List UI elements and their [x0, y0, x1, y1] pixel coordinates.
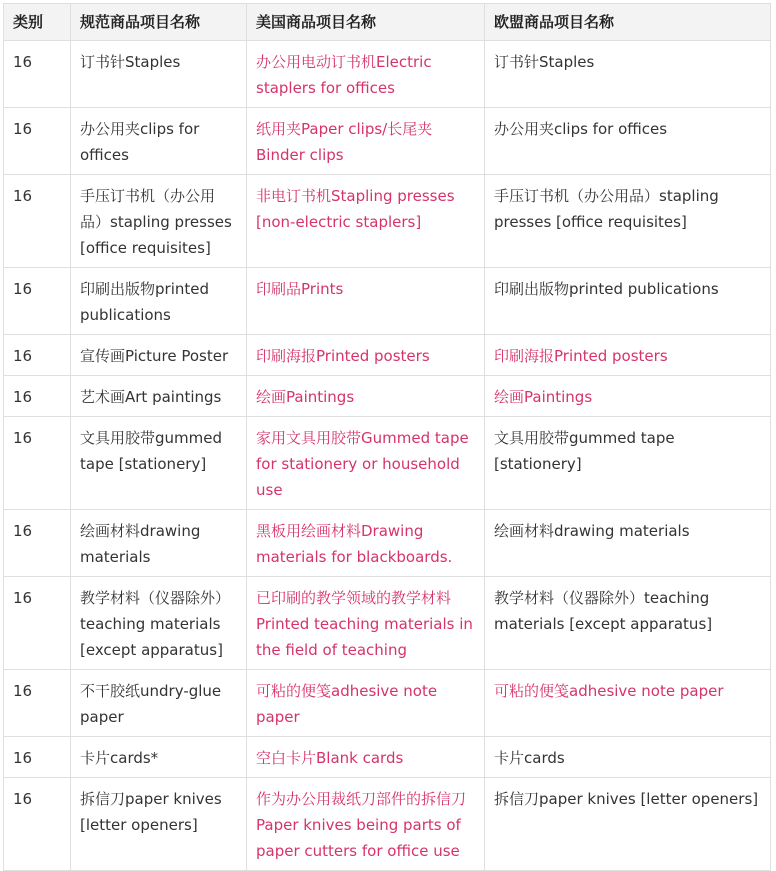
cell-us-name: 印刷品Prints	[247, 268, 485, 335]
cell-us-name: 空白卡片Blank cards	[247, 737, 485, 778]
table-row	[4, 417, 771, 510]
cell-class: 16	[4, 577, 71, 670]
cell-eu-name: 绘画Paintings	[485, 376, 771, 417]
cell-class: 16	[4, 175, 71, 268]
cell-standard-name: 绘画材料drawing materials	[71, 510, 247, 577]
cell-standard-name: 拆信刀paper knives [letter openers]	[71, 778, 247, 871]
goods-comparison-table	[3, 3, 771, 871]
table-header-row	[4, 4, 771, 41]
cell-us-name: 家用文具用胶带Gummed tape for stationery or household use	[247, 417, 485, 510]
cell-class: 16	[4, 268, 71, 335]
cell-standard-name: 不干胶纸undry-glue paper	[71, 670, 247, 737]
cell-eu-name: 办公用夹clips for offices	[485, 108, 771, 175]
cell-us-name: 作为办公用裁纸刀部件的拆信刀Paper knives being parts of paper cutters for office use	[247, 778, 485, 871]
cell-standard-name: 教学材料（仪器除外）teaching materials [except apparatus]	[71, 577, 247, 670]
cell-eu-name: 文具用胶带gummed tape [stationery]	[485, 417, 771, 510]
cell-class: 16	[4, 670, 71, 737]
table-row	[4, 670, 771, 737]
cell-us-name: 已印刷的教学领域的教学材料Printed teaching materials in the field of teaching	[247, 577, 485, 670]
cell-standard-name: 卡片cards*	[71, 737, 247, 778]
cell-class: 16	[4, 417, 71, 510]
cell-eu-name: 印刷海报Printed posters	[485, 335, 771, 376]
header-standard-name: 规范商品项目名称	[71, 4, 247, 41]
cell-class: 16	[4, 335, 71, 376]
cell-eu-name: 手压订书机（办公用品）stapling presses [office requisites]	[485, 175, 771, 268]
table-row	[4, 335, 771, 376]
header-eu-name: 欧盟商品项目名称	[485, 4, 771, 41]
cell-eu-name: 印刷出版物printed publications	[485, 268, 771, 335]
cell-class: 16	[4, 510, 71, 577]
cell-us-name: 黑板用绘画材料Drawing materials for blackboards.	[247, 510, 485, 577]
cell-eu-name: 卡片cards	[485, 737, 771, 778]
header-class: 类别	[4, 4, 71, 41]
cell-class: 16	[4, 376, 71, 417]
cell-standard-name: 订书针Staples	[71, 41, 247, 108]
table-row	[4, 737, 771, 778]
table-row	[4, 577, 771, 670]
table-row	[4, 376, 771, 417]
cell-standard-name: 文具用胶带gummed tape [stationery]	[71, 417, 247, 510]
table-row	[4, 268, 771, 335]
cell-us-name: 非电订书机Stapling presses [non-electric staplers]	[247, 175, 485, 268]
cell-eu-name: 拆信刀paper knives [letter openers]	[485, 778, 771, 871]
cell-us-name: 办公用电动订书机Electric staplers for offices	[247, 41, 485, 108]
table-row	[4, 778, 771, 871]
cell-us-name: 可粘的便笺adhesive note paper	[247, 670, 485, 737]
table-row	[4, 510, 771, 577]
table-row	[4, 175, 771, 268]
cell-us-name: 纸用夹Paper clips/长尾夹Binder clips	[247, 108, 485, 175]
table-row	[4, 108, 771, 175]
cell-class: 16	[4, 41, 71, 108]
cell-standard-name: 宣传画Picture Poster	[71, 335, 247, 376]
cell-eu-name: 教学材料（仪器除外）teaching materials [except apparatus]	[485, 577, 771, 670]
cell-eu-name: 订书针Staples	[485, 41, 771, 108]
cell-standard-name: 办公用夹clips for offices	[71, 108, 247, 175]
cell-standard-name: 艺术画Art paintings	[71, 376, 247, 417]
cell-class: 16	[4, 108, 71, 175]
cell-us-name: 印刷海报Printed posters	[247, 335, 485, 376]
cell-standard-name: 手压订书机（办公用品）stapling presses [office requisites]	[71, 175, 247, 268]
table-row	[4, 41, 771, 108]
cell-class: 16	[4, 778, 71, 871]
cell-class: 16	[4, 737, 71, 778]
cell-us-name: 绘画Paintings	[247, 376, 485, 417]
cell-standard-name: 印刷出版物printed publications	[71, 268, 247, 335]
header-us-name: 美国商品项目名称	[247, 4, 485, 41]
cell-eu-name: 绘画材料drawing materials	[485, 510, 771, 577]
cell-eu-name: 可粘的便笺adhesive note paper	[485, 670, 771, 737]
